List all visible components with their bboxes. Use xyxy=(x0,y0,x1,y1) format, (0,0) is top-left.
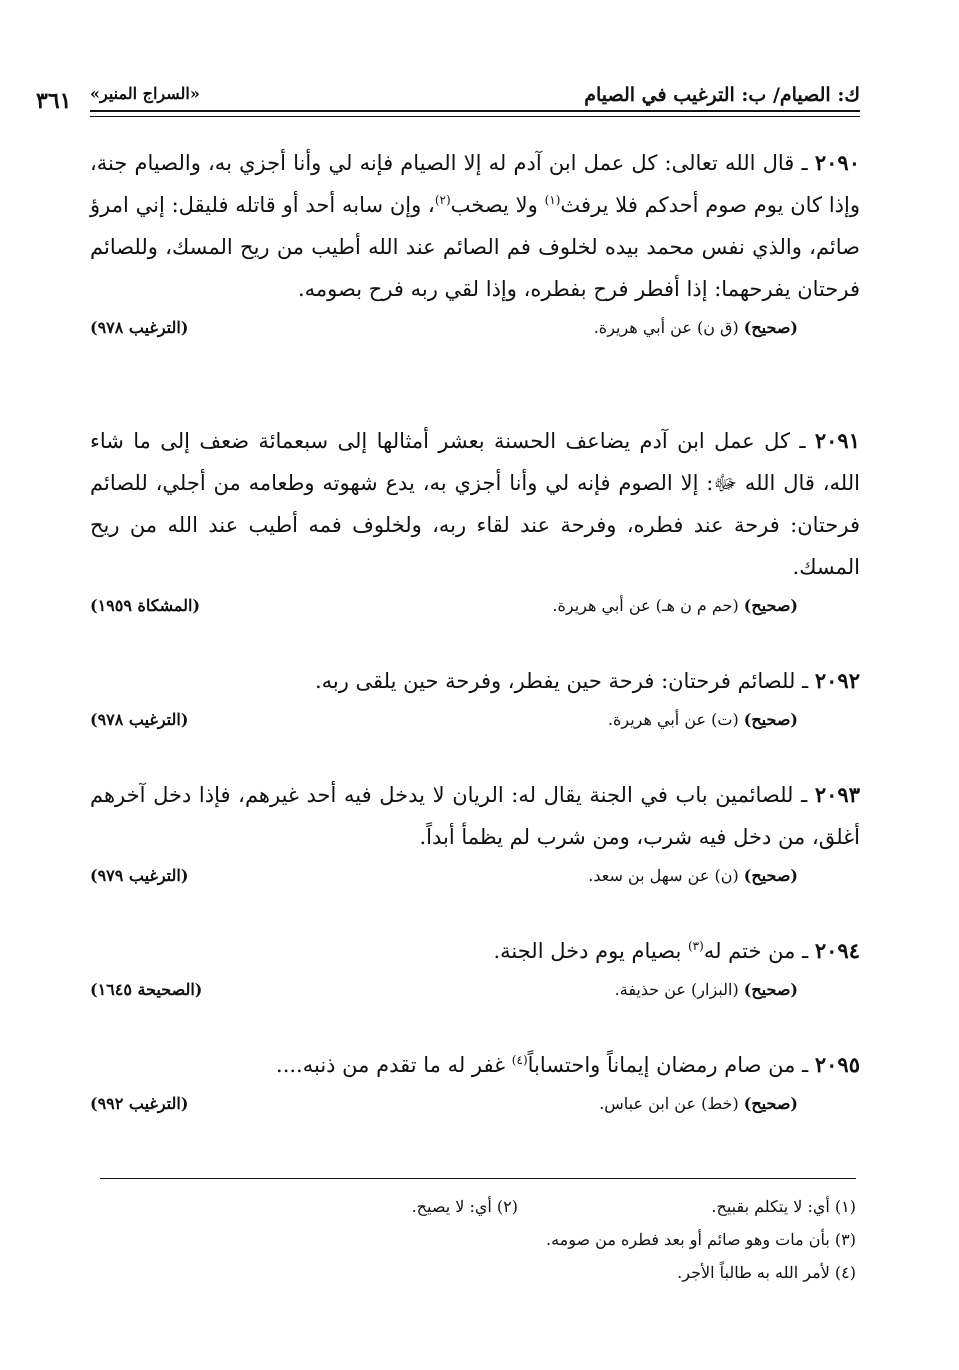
hadith-grading xyxy=(90,866,860,896)
grade-label: (صحيح) xyxy=(743,710,798,729)
reference: (الترغيب ٩٩٢) xyxy=(90,1094,189,1113)
hadith-text: ٢٠٩٠ ـ قال الله تعالى: كل عمل ابن آدم له إلا الصيام فإنه لي وأنا أجزي به، والصيام جنة، وإذا كان يوم صوم أحدكم فلا يرفث$^{(١)}$ ولا يصخب$^{(٢)}$، وإن سابه أحد أو قاتله فليقل: إني امرؤ صائم، والذي نفس محمد بيده لخلوف فم الصائم عند الله أطيب من ريح المسك، وللصائم فرحتان يفرحهما: إذا أفطر فرح بفطره، وإذا لقي ربه فرح بصومه. xyxy=(90,150,860,301)
grade-label: (صحيح) xyxy=(743,318,798,337)
running-header xyxy=(90,80,860,114)
reference: (الترغيب ٩٧٩) xyxy=(90,866,189,885)
footnote-marker[interactable]: (١) xyxy=(544,193,561,207)
source-label: (ق ن) عن أبي هريرة. xyxy=(593,318,739,337)
source-label: (حم م ن هـ) عن أبي هريرة. xyxy=(552,596,739,615)
hadith-text-part: من ختم له xyxy=(703,939,796,963)
hadith-text: ٢٠٩٣ ـ للصائمين باب في الجنة يقال له: الريان لا يدخل فيه أحد غيرهم، فإذا دخل آخرهم أغلق، من دخل فيه شرب، ومن شرب لم يظمأ أبداً. xyxy=(90,782,860,849)
hadith-text-part: قال الله تعالى: كل عمل ابن آدم له إلا الصيام فإنه لي وأنا أجزي به، والصيام جنة، وإذا كان يوم صوم أحدكم فلا يرفث xyxy=(90,151,860,217)
book-title: «السراج المنير» xyxy=(90,84,200,103)
footnote-1: (١) أي: لا يتكلم بقبيح. xyxy=(711,1197,856,1216)
reference: (الصحيحة ١٦٤٥) xyxy=(90,980,203,999)
hadith-text-part: من صام رمضان إيماناً واحتساباً xyxy=(527,1053,796,1077)
source-label: (ت) عن أبي هريرة. xyxy=(607,710,739,729)
page-number: ٣٦١ xyxy=(36,88,72,114)
grade-source xyxy=(588,866,798,885)
grade-source xyxy=(599,1094,798,1113)
footnote-marker[interactable]: (٣) xyxy=(687,939,704,953)
grade-source xyxy=(552,596,798,615)
hadith-number: ٢٠٩٠ xyxy=(814,150,860,175)
hadith-number: ٢٠٩٢ xyxy=(814,668,860,693)
header-rule xyxy=(90,110,860,112)
source-label: (خط) عن ابن عباس. xyxy=(599,1094,739,1113)
hadith-grading xyxy=(90,1094,860,1124)
footnote-3: (٣) بأن مات وهو صائم أو بعد فطره من صومه. xyxy=(546,1230,856,1249)
hadith-2090 xyxy=(90,142,860,348)
hadith-2093 xyxy=(90,774,860,896)
hadith-2092 xyxy=(90,660,860,740)
grade-label: (صحيح) xyxy=(743,866,798,885)
hadith-text: ٢٠٩٤ ـ من ختم له$^{(٣)}$ بصيام يوم دخل الجنة. xyxy=(493,938,860,963)
hadith-grading xyxy=(90,318,860,348)
hadith-grading xyxy=(90,596,860,626)
hadith-text-part: للصائمين باب في الجنة يقال له: الريان لا يدخل فيه أحد غيرهم، فإذا دخل آخرهم أغلق، من دخل فيه شرب، ومن شرب لم يظمأ أبداً. xyxy=(90,783,860,849)
hadith-text-part: كل عمل ابن آدم يضاعف الحسنة بعشر أمثالها إلى سبعمائة ضعف إلى ما شاء الله، قال الله ﷻ: إلا الصوم فإنه لي وأنا أجزي به، يدع شهوته وطعامه من أجلي، للصائم فرحتان: فرحة عند فطره، وفرحة عند لقاء ربه، ولخلوف فمه أطيب عند الله من ريح المسك. xyxy=(90,429,860,579)
grade-source xyxy=(608,710,798,729)
hadith-text-part: ولا يصخب xyxy=(450,193,545,217)
footnote-divider xyxy=(100,1178,856,1179)
hadith-number: ٢٠٩٤ xyxy=(814,938,860,963)
grade-label: (صحيح) xyxy=(743,596,798,615)
hadith-2091 xyxy=(90,420,860,626)
hadith-number: ٢٠٩١ xyxy=(814,428,860,453)
footnote-marker[interactable]: (٢) xyxy=(434,193,451,207)
hadith-text: ٢٠٩٢ ـ للصائم فرحتان: فرحة حين يفطر، وفرحة حين يلقى ربه. xyxy=(314,668,860,693)
hadith-text: ٢٠٩٥ ـ من صام رمضان إيماناً واحتساباً$^{(٤)}$ غفر له ما تقدم من ذنبه.... xyxy=(276,1052,860,1077)
hadith-text: ٢٠٩١ ـ كل عمل ابن آدم يضاعف الحسنة بعشر أمثالها إلى سبعمائة ضعف إلى ما شاء الله، قال الله ﷻ: إلا الصوم فإنه لي وأنا أجزي به، يدع شهوته وطعامه من أجلي، للصائم فرحتان: فرحة عند فطره، وفرحة عند لقاء ربه، ولخلوف فمه أطيب عند الله من ريح المسك. xyxy=(90,428,860,579)
footnote-row xyxy=(100,1190,856,1223)
footnote-4: (٤) لأمر الله به طالباً الأجر. xyxy=(677,1263,856,1282)
hadith-grading xyxy=(90,710,860,740)
grade-label: (صحيح) xyxy=(743,1094,798,1113)
footnote-row xyxy=(100,1223,856,1256)
reference: (المشكاة ١٩٥٩) xyxy=(90,596,201,615)
reference: (الترغيب ٩٧٨) xyxy=(90,318,189,337)
footnotes xyxy=(100,1190,856,1289)
grade-source xyxy=(615,980,798,999)
source-label: (ن) عن سهل بن سعد. xyxy=(588,866,739,885)
hadith-text-part: ، وإن سابه أحد أو قاتله فليقل: إني امرؤ صائم، والذي نفس محمد بيده لخلوف فم الصائم عند الله أطيب من ريح المسك، وللصائم فرحتان يفرحهما: إذا أفطر فرح بفطره، وإذا لقي ربه فرح بصومه. xyxy=(90,193,860,301)
source-label: (البزار) عن حذيفة. xyxy=(614,980,739,999)
header-rule-thin xyxy=(90,116,860,117)
hadith-text-part: بصيام يوم دخل الجنة. xyxy=(493,939,688,963)
footnote-row xyxy=(100,1256,856,1289)
hadith-2095 xyxy=(90,1044,860,1124)
chapter-title: ك: الصيام/ ب: الترغيب في الصيام xyxy=(584,84,860,106)
hadith-number: ٢٠٩٣ xyxy=(814,782,860,807)
hadith-text-part: للصائم فرحتان: فرحة حين يفطر، وفرحة حين يلقى ربه. xyxy=(314,669,796,693)
footnote-marker[interactable]: (٤) xyxy=(511,1053,528,1067)
hadith-number: ٢٠٩٥ xyxy=(814,1052,860,1077)
footnote-2: (٢) أي: لا يصيح. xyxy=(411,1197,518,1216)
hadith-2094 xyxy=(90,930,860,1010)
reference: (الترغيب ٩٧٨) xyxy=(90,710,189,729)
hadith-text-part: غفر له ما تقدم من ذنبه.... xyxy=(276,1053,512,1077)
grade-label: (صحيح) xyxy=(743,980,798,999)
hadith-grading xyxy=(90,980,860,1010)
grade-source xyxy=(594,318,798,337)
